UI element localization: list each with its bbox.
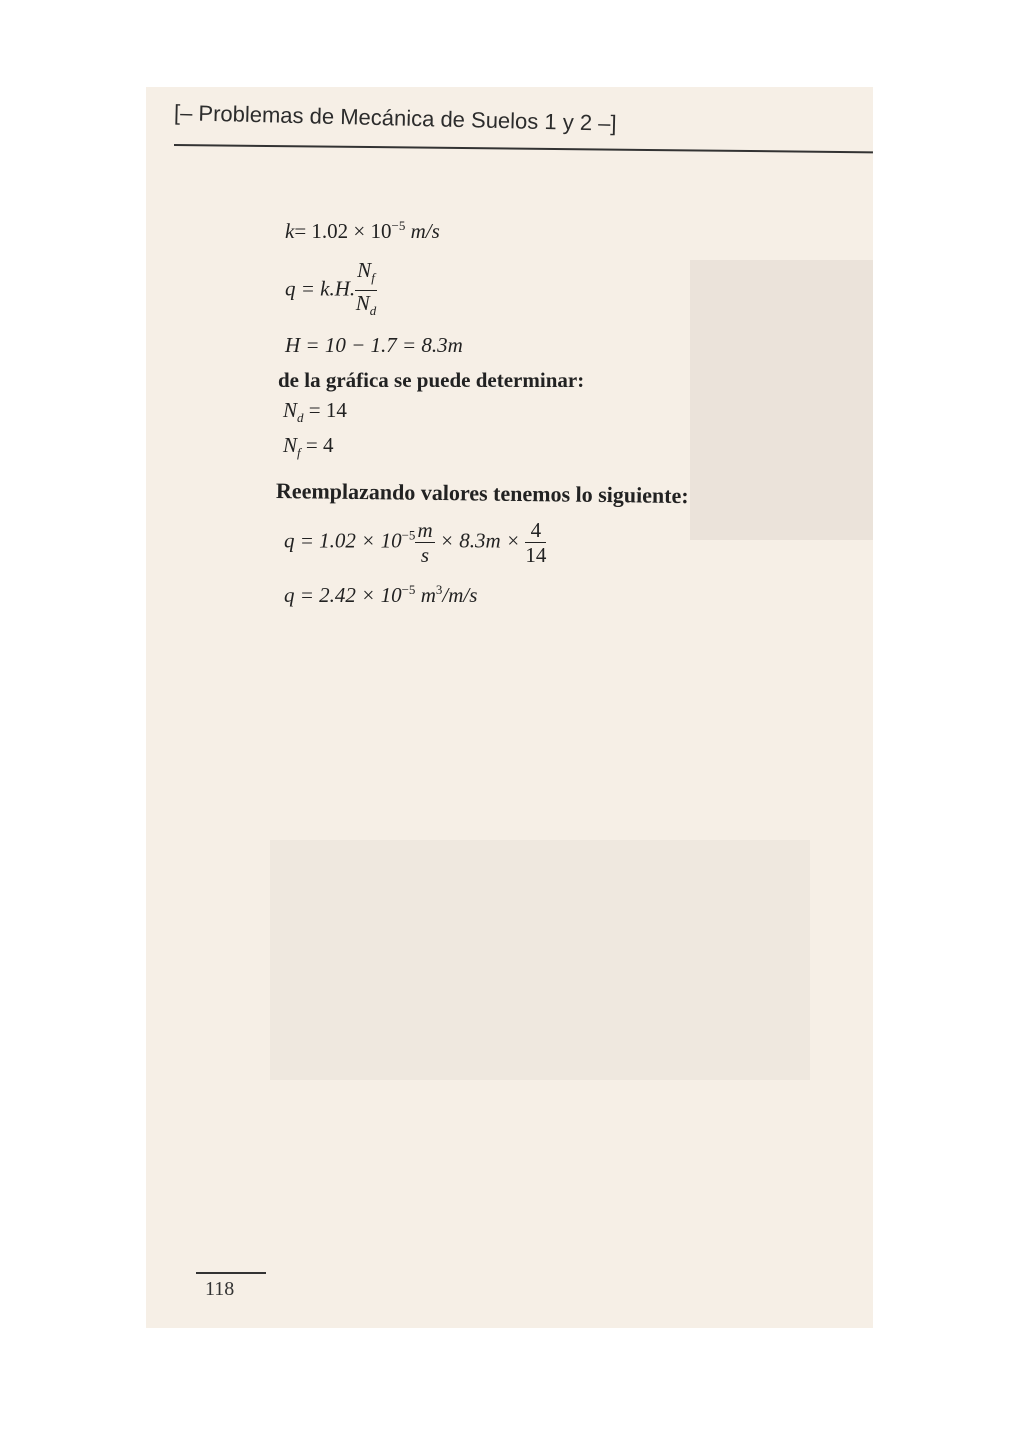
- grafica-text: de la gráfica se puede determinar:: [278, 368, 585, 392]
- fraction-numerator: N: [357, 258, 372, 282]
- k-value: = 1.02 × 10: [294, 219, 392, 243]
- equation-q-result: [284, 582, 477, 608]
- nf-value-line: [283, 433, 333, 461]
- bleed-through-shape: [270, 840, 810, 1080]
- numerator-subscript: f: [371, 270, 375, 286]
- fraction-denominator: N: [355, 291, 370, 316]
- equation-q: [285, 258, 377, 323]
- h-line: H = 10 − 1.7 = 8.3m: [285, 333, 463, 357]
- nf-nd-fraction: [355, 258, 377, 323]
- running-header: [– Problemas de Mecánica de Suelos 1 y 2 –]: [173, 100, 617, 136]
- bleed-through-shape: [690, 260, 873, 540]
- q2-exponent: −5: [401, 582, 416, 597]
- nd-subscript: d: [297, 410, 304, 426]
- s-denominator: s: [420, 543, 430, 567]
- reemplazando-text: Reemplazando valores tenemos lo siguiente:: [275, 478, 689, 509]
- q1-lhs: q = 1.02 × 10: [284, 528, 402, 553]
- nf-value: = 4: [300, 433, 334, 457]
- q2-unit-exponent: 3: [435, 582, 443, 597]
- four-over-fourteen-fraction: [525, 518, 546, 567]
- equation-h: [285, 333, 463, 358]
- nd-value: = 14: [303, 398, 347, 422]
- m-numerator: m: [417, 518, 433, 542]
- q-formula-lhs: q = k.H.: [285, 276, 356, 301]
- equation-k: [285, 218, 440, 244]
- fourteen-denominator: 14: [525, 543, 547, 567]
- four-numerator: 4: [525, 518, 546, 543]
- q2-unit: m: [415, 583, 436, 607]
- nd-value-line: [283, 398, 347, 426]
- nd-symbol: N: [283, 398, 298, 422]
- page-number-rule: [196, 1272, 266, 1274]
- page-number: 118: [205, 1278, 235, 1300]
- q1-exponent: −5: [401, 527, 416, 543]
- k-exponent: −5: [391, 218, 406, 233]
- nf-symbol: N: [283, 433, 298, 457]
- equation-q-substituted: [284, 518, 546, 567]
- denominator-subscript: d: [369, 303, 377, 319]
- q2-lhs: q = 2.42 × 10: [284, 583, 402, 607]
- m-over-s-fraction: [415, 518, 434, 567]
- k-symbol: k: [285, 219, 295, 243]
- nf-subscript: f: [297, 445, 301, 461]
- k-unit: m/s: [405, 219, 440, 243]
- q1-middle: × 8.3m ×: [434, 528, 526, 553]
- q2-unit-tail: /m/s: [442, 583, 478, 607]
